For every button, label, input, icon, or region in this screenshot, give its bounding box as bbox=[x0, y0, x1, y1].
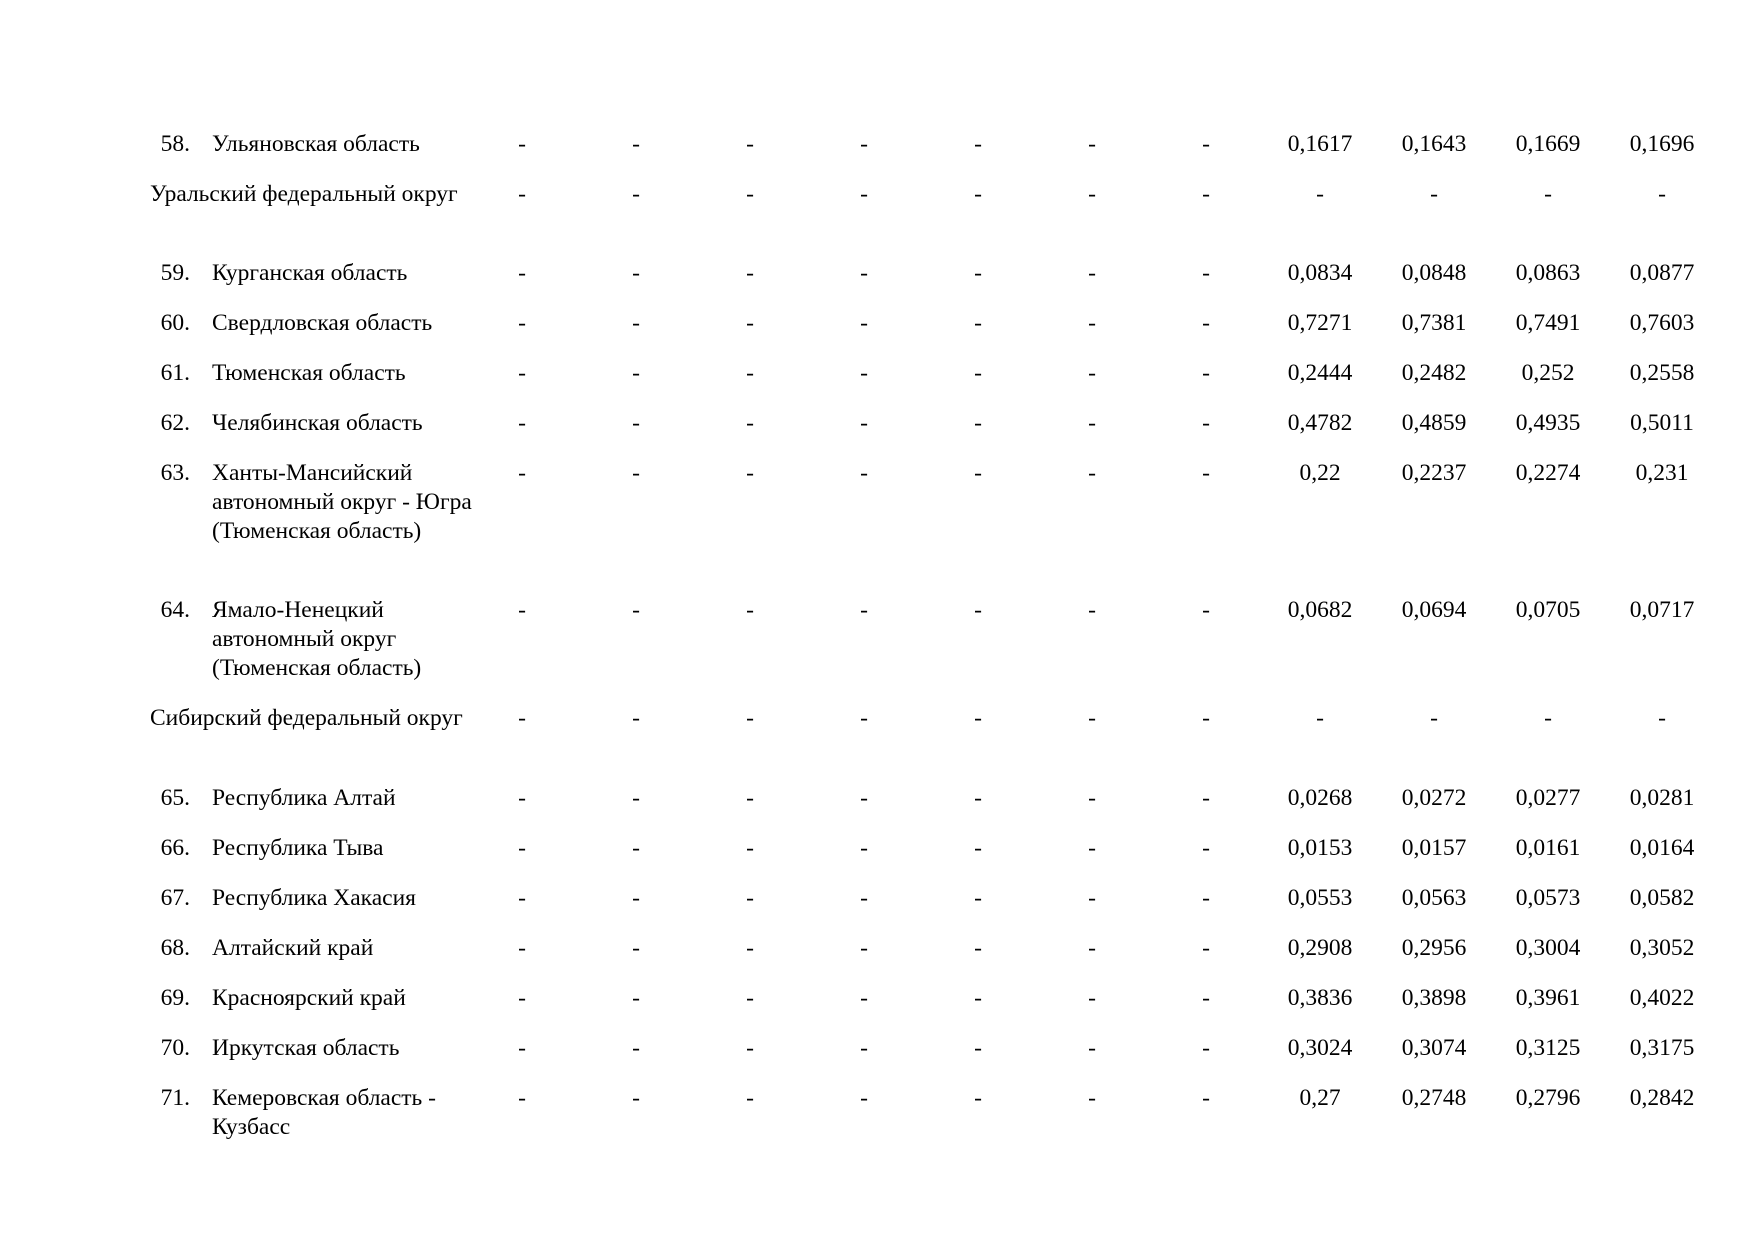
table-cell: 0,3898 bbox=[1401, 985, 1467, 1011]
table-cell: 0,0834 bbox=[1287, 260, 1353, 286]
table-cell: - bbox=[632, 460, 640, 486]
table-cell: 0,4782 bbox=[1287, 410, 1353, 436]
table-cell: - bbox=[746, 985, 754, 1011]
table-cell: - bbox=[974, 835, 982, 861]
region-name: Ханты-Мансийский автономный округ - Югра (Тюменская область) bbox=[212, 460, 472, 544]
table-cell: - bbox=[746, 785, 754, 811]
table-cell: - bbox=[974, 131, 982, 157]
table-cell: 0,0153 bbox=[1287, 835, 1353, 861]
table-cell: - bbox=[1088, 785, 1096, 811]
table-cell: 0,0877 bbox=[1629, 260, 1695, 286]
table-cell: - bbox=[1202, 1085, 1210, 1111]
table-cell: - bbox=[518, 131, 526, 157]
table-cell: - bbox=[1088, 597, 1096, 623]
table-cell: 0,0694 bbox=[1401, 597, 1467, 623]
table-cell: 0,2842 bbox=[1629, 1085, 1695, 1111]
table-cell: 0,22 bbox=[1299, 460, 1341, 486]
row-number: 65. bbox=[160, 785, 190, 811]
table-cell: - bbox=[518, 1085, 526, 1111]
table-cell: - bbox=[1658, 181, 1666, 207]
table-cell: - bbox=[518, 1035, 526, 1061]
table-cell: - bbox=[974, 1035, 982, 1061]
table-cell: - bbox=[632, 705, 640, 731]
region-name: Свердловская область bbox=[212, 310, 433, 336]
table-cell: - bbox=[632, 935, 640, 961]
table-cell: 0,2956 bbox=[1401, 935, 1467, 961]
table-cell: - bbox=[974, 310, 982, 336]
table-cell: - bbox=[1088, 181, 1096, 207]
table-cell: 0,0573 bbox=[1515, 885, 1581, 911]
table-cell: - bbox=[1544, 705, 1552, 731]
table-cell: 0,3024 bbox=[1287, 1035, 1353, 1061]
table-cell: - bbox=[860, 705, 868, 731]
table-cell: 0,3004 bbox=[1515, 935, 1581, 961]
table-cell: - bbox=[1202, 260, 1210, 286]
row-number: 58. bbox=[160, 131, 190, 157]
region-name: Иркутская область bbox=[212, 1035, 400, 1061]
table-cell: 0,0272 bbox=[1401, 785, 1467, 811]
region-name: Курганская область bbox=[212, 260, 408, 286]
table-cell: - bbox=[632, 360, 640, 386]
table-cell: - bbox=[1202, 885, 1210, 911]
table-cell: - bbox=[632, 131, 640, 157]
table-cell: - bbox=[974, 1085, 982, 1111]
table-cell: - bbox=[1088, 1085, 1096, 1111]
table-cell: 0,4935 bbox=[1515, 410, 1581, 436]
table-cell: - bbox=[1430, 705, 1438, 731]
table-cell: - bbox=[1088, 360, 1096, 386]
table-cell: - bbox=[746, 360, 754, 386]
table-cell: 0,27 bbox=[1299, 1085, 1341, 1111]
table-cell: 0,1643 bbox=[1401, 131, 1467, 157]
row-number: 63. bbox=[160, 460, 190, 486]
region-name: Ульяновская область bbox=[212, 131, 420, 157]
table-cell: - bbox=[746, 310, 754, 336]
table-cell: - bbox=[1088, 131, 1096, 157]
table-cell: 0,0268 bbox=[1287, 785, 1353, 811]
table-cell: 0,0848 bbox=[1401, 260, 1467, 286]
table-cell: - bbox=[632, 181, 640, 207]
table-cell: - bbox=[860, 260, 868, 286]
table-cell: - bbox=[746, 131, 754, 157]
table-cell: - bbox=[1202, 1035, 1210, 1061]
table-cell: 0,0717 bbox=[1629, 597, 1695, 623]
table-cell: - bbox=[860, 935, 868, 961]
table-cell: 0,2444 bbox=[1287, 360, 1353, 386]
region-name: Тюменская область bbox=[212, 360, 406, 386]
district-name: Сибирский федеральный округ bbox=[150, 705, 463, 731]
table-cell: - bbox=[1202, 985, 1210, 1011]
table-cell: 0,4022 bbox=[1629, 985, 1695, 1011]
table-cell: - bbox=[860, 985, 868, 1011]
table-cell: - bbox=[974, 885, 982, 911]
table-cell: - bbox=[518, 705, 526, 731]
table-cell: - bbox=[1202, 310, 1210, 336]
table-cell: - bbox=[1088, 705, 1096, 731]
table-cell: 0,0277 bbox=[1515, 785, 1581, 811]
table-cell: - bbox=[1316, 181, 1324, 207]
table-cell: - bbox=[974, 785, 982, 811]
row-number: 69. bbox=[160, 985, 190, 1011]
table-cell: - bbox=[1088, 310, 1096, 336]
table-cell: 0,2482 bbox=[1401, 360, 1467, 386]
table-cell: 0,0157 bbox=[1401, 835, 1467, 861]
table-cell: 0,0281 bbox=[1629, 785, 1695, 811]
table-cell: - bbox=[974, 181, 982, 207]
table-cell: - bbox=[746, 935, 754, 961]
table-cell: - bbox=[974, 460, 982, 486]
table-cell: - bbox=[860, 460, 868, 486]
row-number: 60. bbox=[160, 310, 190, 336]
table-cell: - bbox=[1088, 460, 1096, 486]
table-cell: - bbox=[632, 835, 640, 861]
table-cell: - bbox=[1202, 181, 1210, 207]
row-number: 62. bbox=[160, 410, 190, 436]
region-name: Красноярский край bbox=[212, 985, 406, 1011]
table-cell: - bbox=[860, 597, 868, 623]
table-cell: 0,7381 bbox=[1401, 310, 1467, 336]
table-cell: - bbox=[518, 597, 526, 623]
table-cell: - bbox=[746, 260, 754, 286]
table-cell: 0,1617 bbox=[1287, 131, 1353, 157]
table-cell: - bbox=[632, 310, 640, 336]
table-cell: 0,0164 bbox=[1629, 835, 1695, 861]
table-cell: 0,0161 bbox=[1515, 835, 1581, 861]
table-cell: 0,3052 bbox=[1629, 935, 1695, 961]
table-cell: 0,7603 bbox=[1629, 310, 1695, 336]
table-cell: 0,7491 bbox=[1515, 310, 1581, 336]
table-cell: 0,4859 bbox=[1401, 410, 1467, 436]
table-cell: - bbox=[518, 835, 526, 861]
region-name: Республика Хакасия bbox=[212, 885, 416, 911]
table-cell: - bbox=[746, 705, 754, 731]
table-cell: - bbox=[632, 785, 640, 811]
table-cell: - bbox=[974, 985, 982, 1011]
table-cell: - bbox=[746, 1035, 754, 1061]
table-cell: - bbox=[1202, 410, 1210, 436]
table-cell: 0,2748 bbox=[1401, 1085, 1467, 1111]
table-cell: - bbox=[1088, 835, 1096, 861]
row-number: 70. bbox=[160, 1035, 190, 1061]
table-cell: - bbox=[518, 181, 526, 207]
table-cell: - bbox=[632, 410, 640, 436]
table-cell: 0,7271 bbox=[1287, 310, 1353, 336]
table-cell: - bbox=[632, 885, 640, 911]
table-cell: - bbox=[974, 705, 982, 731]
table-cell: - bbox=[632, 985, 640, 1011]
table-cell: - bbox=[974, 360, 982, 386]
table-cell: 0,5011 bbox=[1630, 410, 1694, 436]
table-cell: - bbox=[632, 1085, 640, 1111]
table-cell: - bbox=[632, 597, 640, 623]
table-cell: - bbox=[974, 935, 982, 961]
region-name: Республика Тыва bbox=[212, 835, 384, 861]
table-cell: - bbox=[518, 885, 526, 911]
table-cell: - bbox=[860, 1085, 868, 1111]
table-cell: - bbox=[860, 360, 868, 386]
table-cell: - bbox=[860, 310, 868, 336]
table-cell: 0,0863 bbox=[1515, 260, 1581, 286]
row-number: 68. bbox=[160, 935, 190, 961]
table-cell: - bbox=[518, 260, 526, 286]
row-number: 64. bbox=[160, 597, 190, 623]
table-cell: - bbox=[974, 260, 982, 286]
region-name: Челябинская область bbox=[212, 410, 423, 436]
table-cell: 0,3836 bbox=[1287, 985, 1353, 1011]
region-name: Кемеровская область - Кузбасс bbox=[212, 1085, 436, 1140]
table-cell: - bbox=[1088, 885, 1096, 911]
table-cell: 0,3074 bbox=[1401, 1035, 1467, 1061]
row-number: 61. bbox=[160, 360, 190, 386]
table-cell: - bbox=[1430, 181, 1438, 207]
table-cell: 0,0705 bbox=[1515, 597, 1581, 623]
table-cell: - bbox=[746, 1085, 754, 1111]
table-cell: - bbox=[518, 410, 526, 436]
region-name: Алтайский край bbox=[212, 935, 374, 961]
table-cell: - bbox=[1202, 597, 1210, 623]
table-cell: - bbox=[1202, 131, 1210, 157]
table-cell: - bbox=[746, 460, 754, 486]
table-cell: - bbox=[746, 181, 754, 207]
table-cell: - bbox=[518, 360, 526, 386]
table-cell: - bbox=[518, 985, 526, 1011]
table-cell: - bbox=[1202, 705, 1210, 731]
table-cell: 0,2237 bbox=[1401, 460, 1467, 486]
table-cell: - bbox=[1088, 410, 1096, 436]
table-cell: 0,252 bbox=[1521, 360, 1575, 386]
table-cell: 0,3961 bbox=[1515, 985, 1581, 1011]
table-cell: - bbox=[1088, 985, 1096, 1011]
table-cell: - bbox=[1088, 935, 1096, 961]
table-cell: - bbox=[1658, 705, 1666, 731]
table-cell: - bbox=[974, 410, 982, 436]
row-number: 71. bbox=[160, 1085, 190, 1111]
table-cell: - bbox=[1202, 835, 1210, 861]
table-cell: 0,1669 bbox=[1515, 131, 1581, 157]
table-cell: - bbox=[1316, 705, 1324, 731]
table-cell: - bbox=[518, 310, 526, 336]
table-cell: - bbox=[1088, 260, 1096, 286]
table-cell: - bbox=[860, 1035, 868, 1061]
table-cell: - bbox=[860, 410, 868, 436]
table-cell: 0,2558 bbox=[1629, 360, 1695, 386]
table-cell: - bbox=[746, 835, 754, 861]
table-cell: 0,0563 bbox=[1401, 885, 1467, 911]
table-cell: - bbox=[518, 935, 526, 961]
table-cell: - bbox=[1202, 460, 1210, 486]
row-number: 59. bbox=[160, 260, 190, 286]
table-cell: 0,1696 bbox=[1629, 131, 1695, 157]
table-cell: - bbox=[974, 597, 982, 623]
table-cell: 0,3125 bbox=[1515, 1035, 1581, 1061]
table-cell: 0,2796 bbox=[1515, 1085, 1581, 1111]
table-cell: - bbox=[518, 460, 526, 486]
row-number: 66. bbox=[160, 835, 190, 861]
region-name: Ямало-Ненецкий автономный округ (Тюменская область) bbox=[212, 597, 422, 681]
table-cell: 0,2274 bbox=[1515, 460, 1581, 486]
table-cell: - bbox=[1202, 785, 1210, 811]
table-cell: - bbox=[1202, 935, 1210, 961]
table-cell: 0,3175 bbox=[1629, 1035, 1695, 1061]
table-cell: 0,2908 bbox=[1287, 935, 1353, 961]
table-cell: 0,231 bbox=[1635, 460, 1689, 486]
table-cell: 0,0682 bbox=[1287, 597, 1353, 623]
table-cell: - bbox=[518, 785, 526, 811]
table-cell: - bbox=[632, 260, 640, 286]
table-cell: - bbox=[746, 597, 754, 623]
table-cell: - bbox=[1544, 181, 1552, 207]
table-cell: - bbox=[860, 885, 868, 911]
table-cell: - bbox=[746, 885, 754, 911]
table-cell: - bbox=[860, 131, 868, 157]
table-cell: - bbox=[1202, 360, 1210, 386]
region-name: Республика Алтай bbox=[212, 785, 396, 811]
district-name: Уральский федеральный округ bbox=[150, 181, 458, 207]
table-cell: - bbox=[632, 1035, 640, 1061]
table-cell: 0,0553 bbox=[1287, 885, 1353, 911]
table-cell: - bbox=[860, 181, 868, 207]
row-number: 67. bbox=[160, 885, 190, 911]
table-cell: - bbox=[860, 785, 868, 811]
table-cell: - bbox=[1088, 1035, 1096, 1061]
table-cell: - bbox=[746, 410, 754, 436]
table-cell: 0,0582 bbox=[1629, 885, 1695, 911]
table-cell: - bbox=[860, 835, 868, 861]
